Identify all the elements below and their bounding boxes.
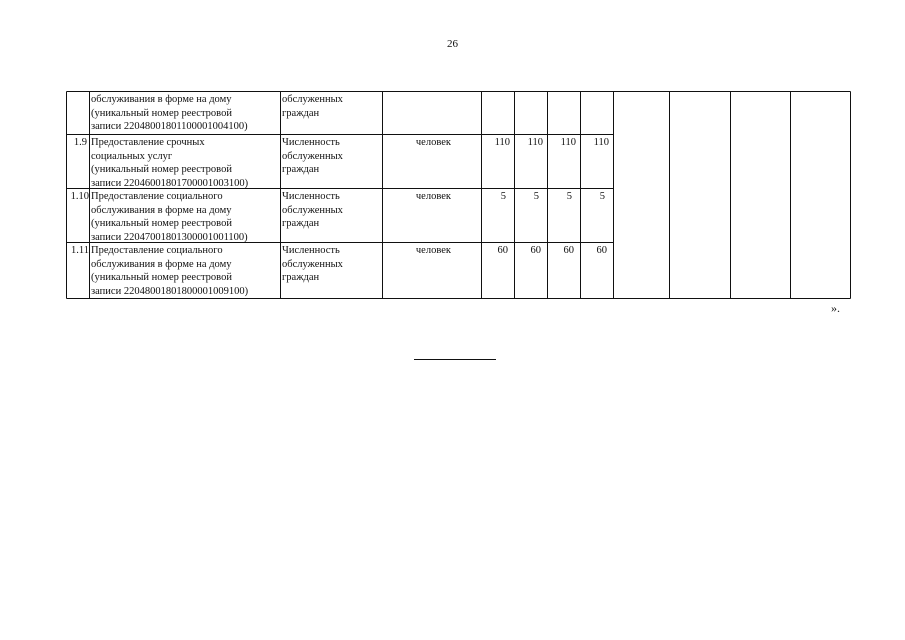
row-3-indicator [282, 244, 343, 285]
row-2-service-line: обслуживания в форме на дому [91, 204, 232, 216]
row-1-value-4: 110 [593, 137, 609, 148]
row-1-indicator [282, 136, 343, 177]
row-3-value-1: 60 [497, 245, 508, 256]
row-2-unit: человек [415, 191, 451, 202]
row-2-value-3: 5 [566, 191, 572, 202]
row-3-indicator-line: обслуженных [282, 258, 343, 270]
row-2-service [91, 190, 248, 244]
row-2-indicator [282, 190, 343, 231]
row-2-service-line: (уникальный номер реестровой [91, 218, 232, 230]
row-2-indicator-line: обслуженных [282, 204, 343, 216]
service-table [66, 91, 851, 299]
row-1-value-3: 110 [560, 137, 576, 148]
row-1-indicator-line: граждан [282, 164, 320, 176]
row-0-indicator [282, 93, 343, 120]
row-3-service-line: обслуживания в форме на дому [91, 258, 232, 270]
row-2-indicator-line: граждан [282, 218, 320, 230]
row-3-value-4: 60 [596, 245, 607, 256]
row-2-value-4: 5 [599, 191, 605, 202]
row-2-service-line: Предоставление социального [91, 191, 223, 202]
row-1-value-1: 110 [494, 137, 510, 148]
closing-quote-mark: ». [831, 301, 840, 315]
row-3-unit: человек [415, 245, 451, 256]
row-1-index: 1.9 [73, 137, 87, 148]
row-1-unit: человек [415, 137, 451, 148]
row-0-service-line: обслуживания в форме на дому [91, 94, 232, 105]
row-0-indicator-line: обслуженных [282, 94, 343, 105]
row-3-indicator-line: Численность [282, 245, 340, 256]
row-2-value-1: 5 [500, 191, 506, 202]
row-1-indicator-line: Численность [282, 137, 340, 148]
row-1-service-line: записи 22046001801700001003100) [91, 177, 249, 189]
page-number: 26 [447, 38, 458, 50]
row-1-service [91, 136, 248, 190]
row-0-service-line: (уникальный номер реестровой [91, 107, 232, 119]
row-3-value-2: 60 [530, 245, 541, 256]
row-2-indicator-line: Численность [282, 191, 340, 202]
row-1-service-line: социальных услуг [91, 150, 173, 162]
row-1-service-line: Предоставление срочных [91, 137, 205, 148]
row-3-value-3: 60 [563, 245, 574, 256]
row-0-service-line: записи 22048001801100001004100) [91, 121, 248, 133]
row-3-service-line: записи 22048001801800001009100) [91, 285, 249, 297]
row-1-service-line: (уникальный номер реестровой [91, 164, 232, 176]
row-2-index: 1.10 [70, 191, 89, 202]
row-1-value-2: 110 [527, 137, 543, 148]
row-3-index: 1.11 [71, 245, 89, 256]
row-3-service-line: (уникальный номер реестровой [91, 272, 232, 284]
row-0-service [91, 93, 248, 134]
row-3-service-line: Предоставление социального [91, 245, 223, 256]
row-3-service [91, 244, 248, 298]
row-2-service-line: записи 22047001801300001001100) [91, 231, 248, 243]
row-0-indicator-line: граждан [282, 107, 320, 119]
end-separator-line [414, 359, 496, 360]
row-2-value-2: 5 [533, 191, 539, 202]
row-3-indicator-line: граждан [282, 272, 320, 284]
row-1-indicator-line: обслуженных [282, 150, 343, 162]
